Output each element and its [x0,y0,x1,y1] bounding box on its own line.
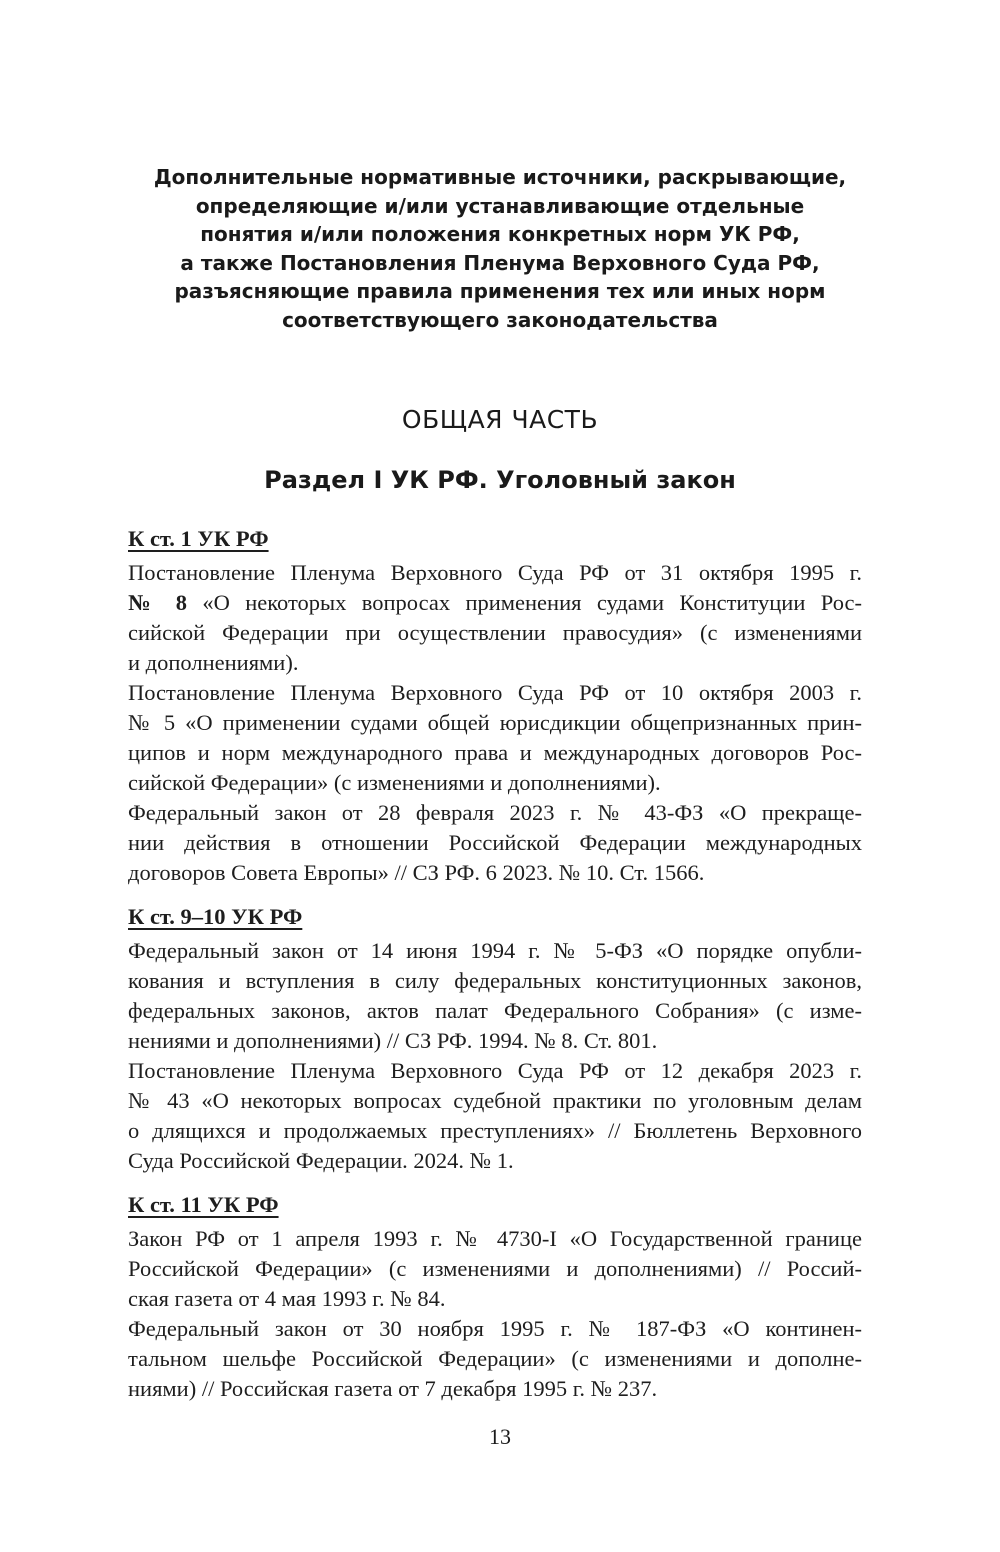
bold-number: № 8 [128,590,187,615]
paragraph-line: Постановление Пленума Верховного Суда РФ от 31 октября 1995 г. [128,560,862,585]
intro-heading-line: понятия и/или положения конкретных норм УК РФ, [200,222,800,247]
paragraph-line: сийской Федерации» (с изменениями и дополнениями). [128,770,661,795]
paragraph-line: договоров Совета Европы» // СЗ РФ. 6 2023. № 10. Ст. 1566. [128,860,705,885]
article-paragraph [128,1314,862,1404]
article-paragraph [128,558,862,678]
part-title: ОБЩАЯ ЧАСТЬ [401,405,599,434]
intro-heading-line: а также Постановления Пленума Верховного Суда РФ, [180,250,820,275]
paragraph-line: № 8 «О некоторых вопросах применения судами Конституции Рос- [128,590,862,615]
article-block [128,524,862,888]
paragraph-line: нениями и дополнениями) // СЗ РФ. 1994. № 8. Ст. 801. [128,1028,658,1053]
article-list [128,524,862,1418]
paragraph-line: № 43 «О некоторых вопросах судебной практики по уголовным делам [128,1088,862,1113]
intro-heading-line: разъясняющие правила применения тех или иных норм [174,279,826,304]
paragraph-line: Федеральный закон от 30 ноября 1995 г. № 187-ФЗ «О континен- [128,1316,862,1341]
section-title: Раздел I УК РФ. Уголовный закон [264,466,736,494]
paragraph-line: федеральных законов, актов палат Федерального Собрания» (с изме- [128,998,862,1023]
paragraph-line: тальном шельфе Российской Федерации» (с изменениями и дополне- [128,1346,862,1371]
paragraph-line: № 5 «О применении судами общей юрисдикции общепризнанных прин- [128,710,862,735]
paragraph-line: Федеральный закон от 14 июня 1994 г. № 5-ФЗ «О порядке опубли- [128,938,862,963]
paragraph-line: и дополнениями). [128,650,299,675]
article-paragraph [128,798,862,888]
paragraph-line: о длящихся и продолжаемых преступлениях» // Бюллетень Верховного [128,1118,862,1143]
page-number: 13 [489,1424,511,1449]
paragraph-line: Закон РФ от 1 апреля 1993 г. № 4730-I «О Государственной границе [128,1226,862,1251]
paragraph-line: Постановление Пленума Верховного Суда РФ от 12 декабря 2023 г. [128,1058,862,1083]
paragraph-line: Суда Российской Федерации. 2024. № 1. [128,1148,514,1173]
article-paragraph [128,1056,862,1176]
paragraph-line: Российской Федерации» (с изменениями и дополнениями) // Россий- [128,1256,862,1281]
paragraph-line: кования и вступления в силу федеральных конституционных законов, [128,968,862,993]
intro-heading-line: соответствующего законодательства [282,307,718,332]
article-paragraph [128,936,862,1056]
article-paragraph [128,678,862,798]
paragraph-line: ская газета от 4 мая 1993 г. № 84. [128,1286,446,1311]
intro-heading-line: определяющие и/или устанавливающие отдельные [195,193,805,218]
article-block [128,902,862,1176]
article-heading: К ст. 1 УК РФ [128,526,269,551]
paragraph-line: Федеральный закон от 28 февраля 2023 г. № 43-ФЗ «О прекраще- [128,800,862,825]
paragraph-line: нии действия в отношении Российской Федерации международных [128,830,862,855]
article-paragraph [128,1224,862,1314]
paragraph-line: ниями) // Российская газета от 7 декабря 1995 г. № 237. [128,1376,658,1401]
article-block [128,1190,862,1404]
intro-heading [100,163,900,335]
intro-heading-line: Дополнительные нормативные источники, раскрывающие, [153,165,847,189]
paragraph-line: Постановление Пленума Верховного Суда РФ от 10 октября 2003 г. [128,680,862,705]
article-heading: К ст. 9–10 УК РФ [128,904,303,929]
paragraph-line: ципов и норм международного права и международных договоров Рос- [128,740,862,765]
paragraph-line: сийской Федерации при осуществлении правосудия» (с изменениями [128,620,862,645]
article-heading: К ст. 11 УК РФ [128,1192,279,1217]
